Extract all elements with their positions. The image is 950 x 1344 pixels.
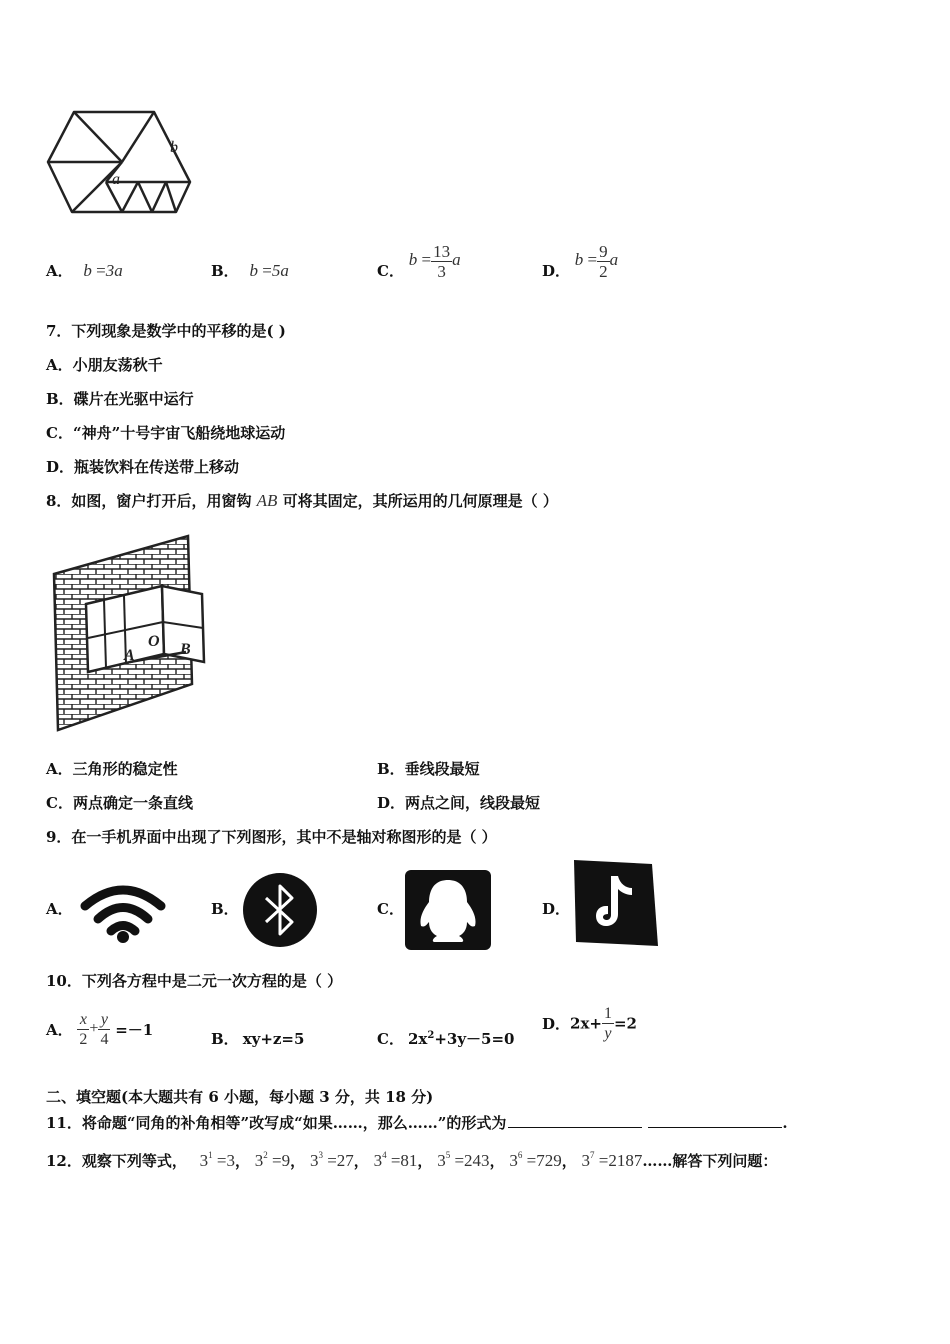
lhs: b [83, 261, 92, 280]
numerator: 13 [433, 242, 451, 261]
q7-option-c[interactable]: C．“神舟”十号宇宙飞船绕地球运动 [46, 424, 286, 442]
option-letter: B． [211, 1030, 239, 1048]
figure-label-b: B [180, 641, 191, 658]
option-letter: A． [46, 262, 73, 280]
denominator-4: 4 [100, 1031, 109, 1048]
q10-option-d[interactable] [542, 1004, 637, 1043]
q9-letter-c[interactable]: C． [377, 900, 404, 918]
wifi-icon [80, 882, 166, 944]
q12-stem: 12．观察下列等式， [46, 1152, 187, 1170]
window-hook-figure [52, 534, 212, 734]
q9-letter-d[interactable]: D． [542, 900, 571, 918]
power-7: $3^7 =2187$ [581, 1150, 643, 1170]
power-4: $3^4 =81$ [373, 1150, 418, 1170]
q6-option-d[interactable] [542, 236, 618, 281]
q7-option-b[interactable]: B．碟片在光驱中运行 [46, 390, 194, 408]
numerator: 9 [599, 242, 608, 261]
option-letter: D． [542, 262, 571, 280]
numerator-1: 1 [603, 1005, 612, 1022]
option-letter: D． [542, 1015, 571, 1033]
variable: a [609, 250, 619, 270]
denominator: 2 [599, 262, 608, 281]
numerator-x: x [77, 1010, 89, 1030]
rhs: 3a [105, 261, 123, 280]
q10-option-c[interactable] [377, 1028, 514, 1049]
power-6: $3^6 =729$ [509, 1150, 562, 1170]
denominator-2: 2 [79, 1031, 88, 1048]
denominator: 3 [437, 262, 446, 281]
sep: ， [561, 1152, 577, 1170]
q7-option-d[interactable]: D．瓶装饮料在传送带上移动 [46, 458, 240, 476]
bluetooth-icon [242, 872, 318, 948]
q8-option-b[interactable]: B．垂线段最短 [377, 760, 480, 778]
eq-post: +3y－5=0 [434, 1030, 515, 1048]
q11-blank-1[interactable] [508, 1112, 642, 1128]
rhs: 5a [271, 261, 289, 280]
q9-letter-b[interactable]: B． [211, 900, 239, 918]
q6-option-c[interactable] [377, 236, 461, 281]
q8-stem-post: 可将其固定，其所运用的几何原理是（ ） [277, 492, 558, 510]
numerator-y: y [98, 1010, 110, 1030]
equals: = [257, 261, 272, 280]
figure-label-a: A [124, 647, 135, 664]
sep: ， [235, 1152, 251, 1170]
q8-stem-var: AB [256, 491, 278, 510]
q10-option-b[interactable] [211, 1028, 304, 1049]
lhs: b [249, 261, 258, 280]
q6-option-b[interactable] [211, 260, 289, 281]
q7-stem: 7．下列现象是数学中的平移的是( ) [46, 322, 286, 340]
q8-option-c[interactable]: C．两点确定一条直线 [46, 794, 193, 812]
q11 [46, 1112, 788, 1133]
equation-rest: =－1 [115, 1021, 154, 1039]
sep: ， [290, 1152, 306, 1170]
lhs: b [574, 250, 584, 270]
qq-penguin-icon [405, 870, 491, 950]
q12 [46, 1150, 777, 1171]
lhs: b [408, 250, 418, 270]
section-heading: 二、填空题(本大题共有 6 小题，每小题 3 分，共 18 分) [46, 1088, 434, 1106]
q6-option-a[interactable] [46, 260, 123, 281]
q8-option-a[interactable]: A．三角形的稳定性 [46, 760, 178, 778]
eq-exponent: 2 [427, 1030, 435, 1041]
q11-end: . [782, 1114, 788, 1132]
q12-tail: ……解答下列问题： [642, 1152, 778, 1170]
eq-pre: 2x [407, 1030, 428, 1048]
q10-stem: 10．下列各方程中是二元一次方程的是（ ） [46, 972, 343, 990]
eq-pre: 2x+ [570, 1014, 602, 1033]
option-letter: C． [377, 1030, 404, 1048]
q9-stem: 9．在一手机界面中出现了下列图形，其中不是轴对称图形的是（ ） [46, 828, 497, 846]
plus: + [89, 1020, 99, 1038]
q9-letter-a[interactable]: A． [46, 900, 73, 918]
equals: = [583, 250, 598, 270]
variable: a [452, 250, 461, 270]
power-3: $3^3 =27$ [309, 1150, 354, 1170]
option-letter: C． [377, 262, 404, 280]
sep: ， [353, 1152, 369, 1170]
option-letter: B． [211, 262, 239, 280]
hexagon-triangles-figure [46, 110, 196, 220]
eq-post: =2 [613, 1014, 637, 1033]
denominator-y: y [604, 1025, 612, 1042]
power-2: $3^2 =9$ [254, 1150, 291, 1170]
q10-option-a[interactable] [46, 1010, 153, 1049]
equals: = [91, 261, 106, 280]
q8-stem [46, 490, 558, 511]
sep: ， [417, 1152, 433, 1170]
option-letter: A． [46, 1021, 73, 1039]
q8-option-d[interactable]: D．两点之间，线段最短 [377, 794, 541, 812]
power-5: $3^5 =243$ [437, 1150, 490, 1170]
power-1: $3^1 =3$ [199, 1150, 235, 1170]
q8-stem-pre: 8．如图，窗户打开后，用窗钩 [46, 492, 257, 510]
q11-stem: 11．将命题“同角的补角相等”改写成“如果……，那么……”的形式为 [46, 1114, 507, 1132]
equation: xy+z=5 [242, 1030, 305, 1048]
figure-label-o: O [148, 633, 160, 650]
figure-label-a: a [112, 171, 120, 188]
q7-option-a[interactable]: A．小朋友荡秋千 [46, 356, 163, 374]
figure-label-b: b [170, 139, 178, 156]
sep: ， [489, 1152, 505, 1170]
q11-blank-2[interactable] [648, 1112, 782, 1128]
tiktok-icon [572, 858, 658, 948]
equals: = [417, 250, 432, 270]
